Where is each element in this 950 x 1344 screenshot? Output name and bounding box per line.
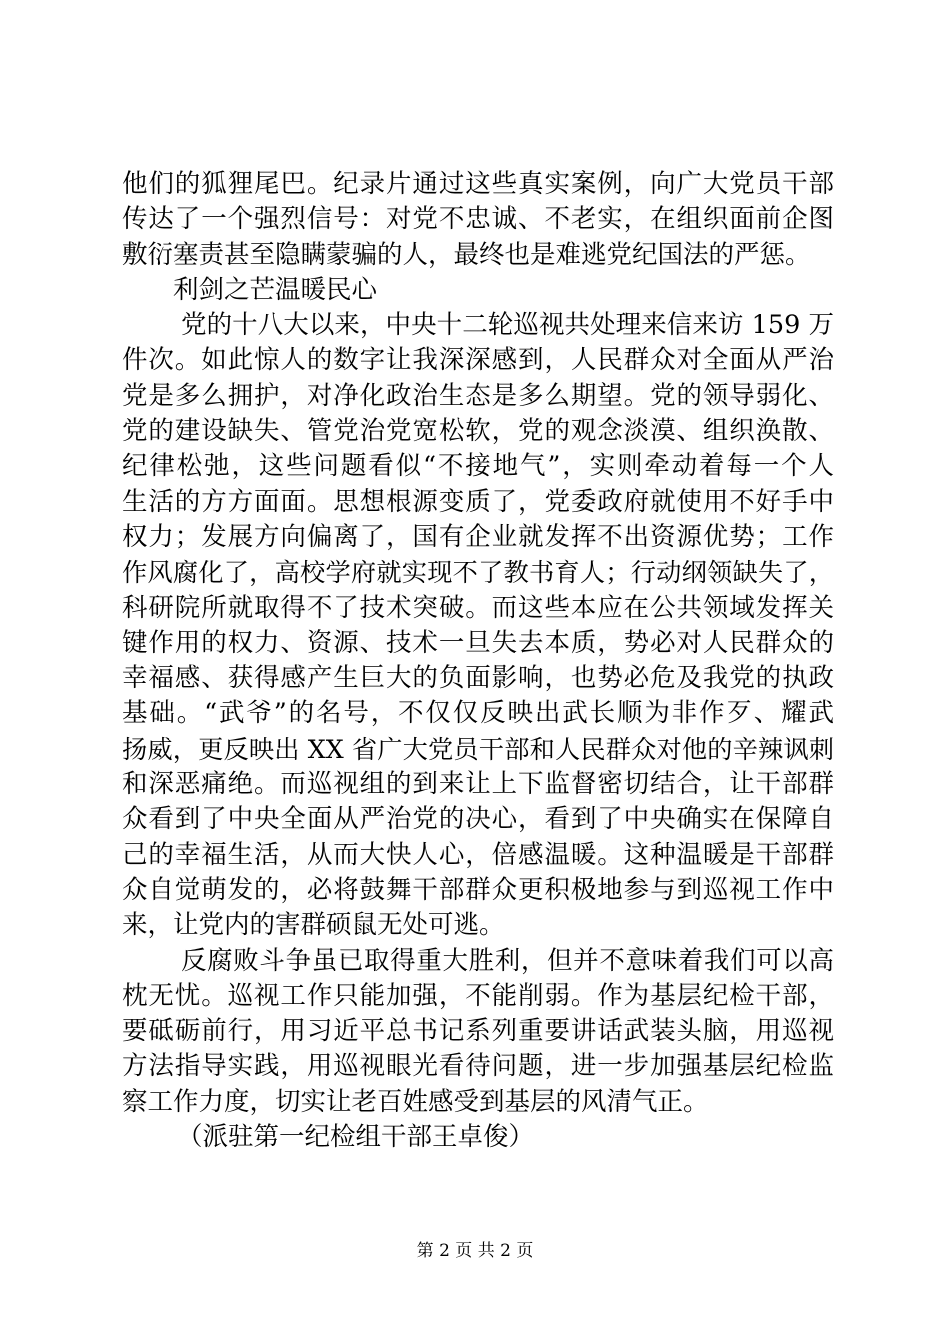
text-line: 权力；发展方向偏离了，国有企业就发挥不出资源优势；工作 (122, 521, 834, 552)
text-line: 件次。如此惊人的数字让我深深感到，人民群众对全面从严治 (122, 345, 834, 376)
text-line: 扬威，更反映出 XX 省广大党员干部和人民群众对他的辛辣讽刺 (122, 734, 834, 764)
signature-text: （派驻第一纪检组干部王卓俊） (177, 1122, 535, 1153)
text-line: 生活的方方面面。思想根源变质了，党委政府就使用不好手中 (122, 486, 834, 517)
text-line: 方法指导实践，用巡视眼光看待问题，进一步加强基层纪检监 (122, 1051, 834, 1082)
text-line: 察工作力度，切实让老百姓感受到基层的风清气正。 (122, 1086, 709, 1117)
text-line: 要砥砺前行，用习近平总书记系列重要讲话武装头脑，用巡视 (122, 1016, 834, 1047)
text-line: 纪律松弛，这些问题看似“不接地气”，实则牵动着每一个人 (122, 451, 834, 482)
heading-text: 利剑之芒温暖民心 (173, 274, 378, 305)
text-line: 来，让党内的害群硕鼠无处可逃。 (122, 910, 505, 941)
text-line: 反腐败斗争虽已取得重大胜利，但并不意味着我们可以高 (181, 945, 834, 976)
text-line: 党是多么拥护，对净化政治生态是多么期望。党的领导弱化、 (122, 380, 834, 411)
text-line: 传达了一个强烈信号：对党不忠诚、不老实，在组织面前企图 (122, 204, 834, 235)
author-signature (122, 1120, 834, 1155)
text-line: 枕无忧。巡视工作只能加强，不能削弱。作为基层纪检干部， (122, 980, 834, 1011)
paragraph-continuation (122, 167, 834, 273)
text-line: 众自觉萌发的，必将鼓舞干部群众更积极地参与到巡视工作中 (122, 874, 834, 905)
text-line: 党的十八大以来，中央十二轮巡视共处理来信来访 159 万 (181, 310, 834, 341)
paragraph-anti-corruption (122, 944, 834, 1120)
page-number-footer: 第 2 页 共 2 页 (416, 1241, 534, 1261)
text-line: 幸福感、获得感产生巨大的负面影响，也势必危及我党的执政 (122, 663, 834, 694)
text-line: 作风腐化了，高校学府就实现不了教书育人；行动纲领缺失了， (122, 558, 834, 588)
paragraph-inspection-warmth (122, 308, 834, 943)
text-line: 和深恶痛绝。而巡视组的到来让上下监督密切结合，让干部群 (122, 769, 834, 800)
text-line: 基础。“武爷”的名号，不仅仅反映出武长顺为非作歹、耀武 (122, 698, 834, 729)
section-heading (122, 273, 834, 308)
document-body (122, 167, 834, 1155)
text-line: 他们的狐狸尾巴。纪录片通过这些真实案例，向广大党员干部 (122, 169, 834, 199)
text-line: 敷衍塞责甚至隐瞒蒙骗的人，最终也是难逃党纪国法的严惩。 (122, 239, 811, 270)
text-line: 科研院所就取得不了技术突破。而这些本应在公共领域发挥关 (122, 592, 834, 623)
text-line: 党的建设缺失、管党治党宽松软，党的观念淡漠、组织涣散、 (122, 416, 834, 447)
text-line: 众看到了中央全面从严治党的决心，看到了中央确实在保障自 (122, 804, 834, 835)
text-line: 键作用的权力、资源、技术一旦失去本质，势必对人民群众的 (122, 627, 834, 658)
text-line: 己的幸福生活，从而大快人心，倍感温暖。这种温暖是干部群 (122, 839, 834, 870)
